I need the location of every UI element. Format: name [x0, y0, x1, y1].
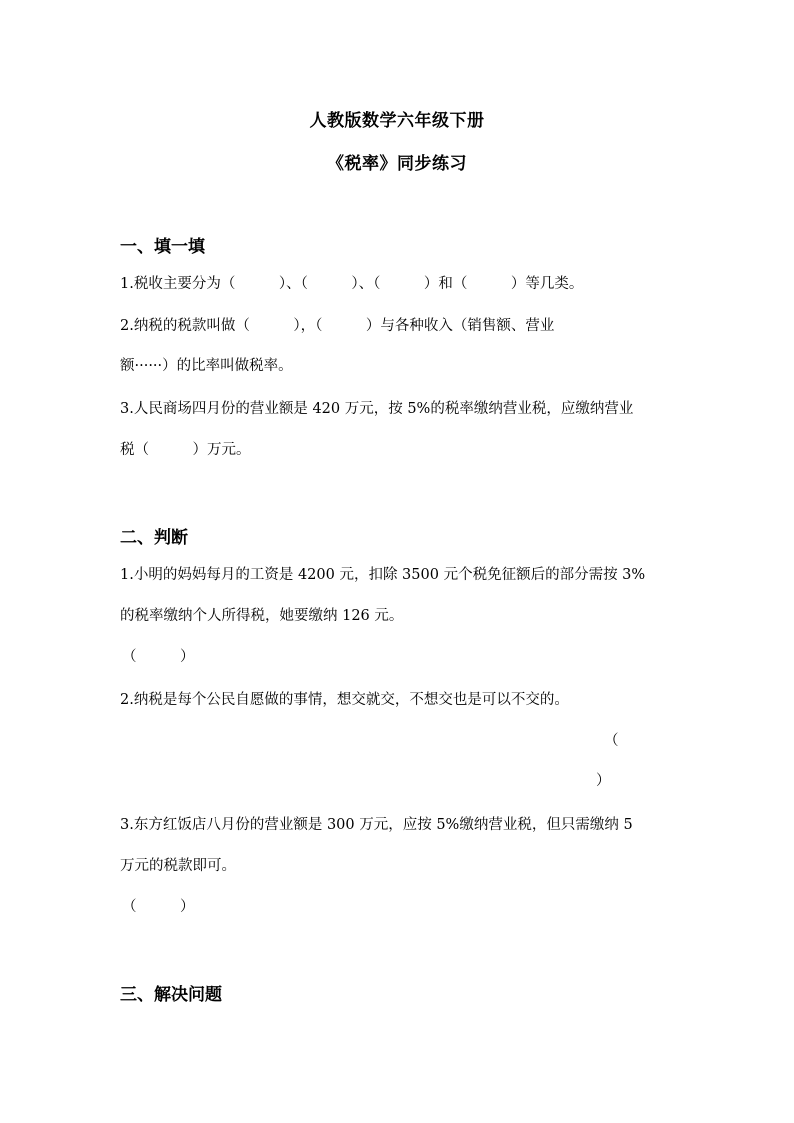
- question-1-2-line2: 额······）的比率叫做税率。: [120, 358, 293, 374]
- question-1-3-line1: 3.人民商场四月份的营业额是 420 万元，按 5%的税率缴纳营业税，应缴纳营业: [120, 401, 634, 417]
- question-2-1-line1: 1.小明的妈妈每月的工资是 4200 元，扣除 3500 元个税免征额后的部分需按 3%: [120, 567, 646, 583]
- question-2-1-line2: 的税率缴纳个人所得税，她要缴纳 126 元。: [120, 608, 404, 624]
- section-heading-judge: 二、判断: [120, 528, 188, 548]
- document-title: 人教版数学六年级下册: [309, 111, 485, 131]
- answer-blank-2-2-close: ）: [596, 773, 611, 789]
- question-2-3-line2: 万元的税款即可。: [120, 858, 236, 874]
- question-1-2-line1: 2.纳税的税款叫做（ ），（ ）与各种收入（销售额、营业: [120, 318, 555, 334]
- question-2-3-line1: 3.东方红饭店八月份的营业额是 300 万元，应按 5%缴纳营业税，但只需缴纳 5: [120, 817, 633, 833]
- question-1-3-line2: 税（ ）万元。: [120, 442, 251, 458]
- question-1-1: 1.税收主要分为（ ）、（ ）、（ ）和（ ）等几类。: [120, 276, 584, 292]
- answer-blank-2-2-open: （: [604, 733, 619, 749]
- answer-blank-2-3: （ ）: [122, 899, 195, 915]
- answer-blank-2-1: （ ）: [122, 649, 195, 665]
- document-subtitle: 《税率》同步练习: [327, 154, 467, 174]
- section-heading-fill-in: 一、填一填: [120, 237, 205, 257]
- section-heading-solve-problems: 三、解决问题: [120, 985, 222, 1005]
- question-2-2-line1: 2.纳税是每个公民自愿做的事情，想交就交，不想交也是可以不交的。: [120, 692, 569, 708]
